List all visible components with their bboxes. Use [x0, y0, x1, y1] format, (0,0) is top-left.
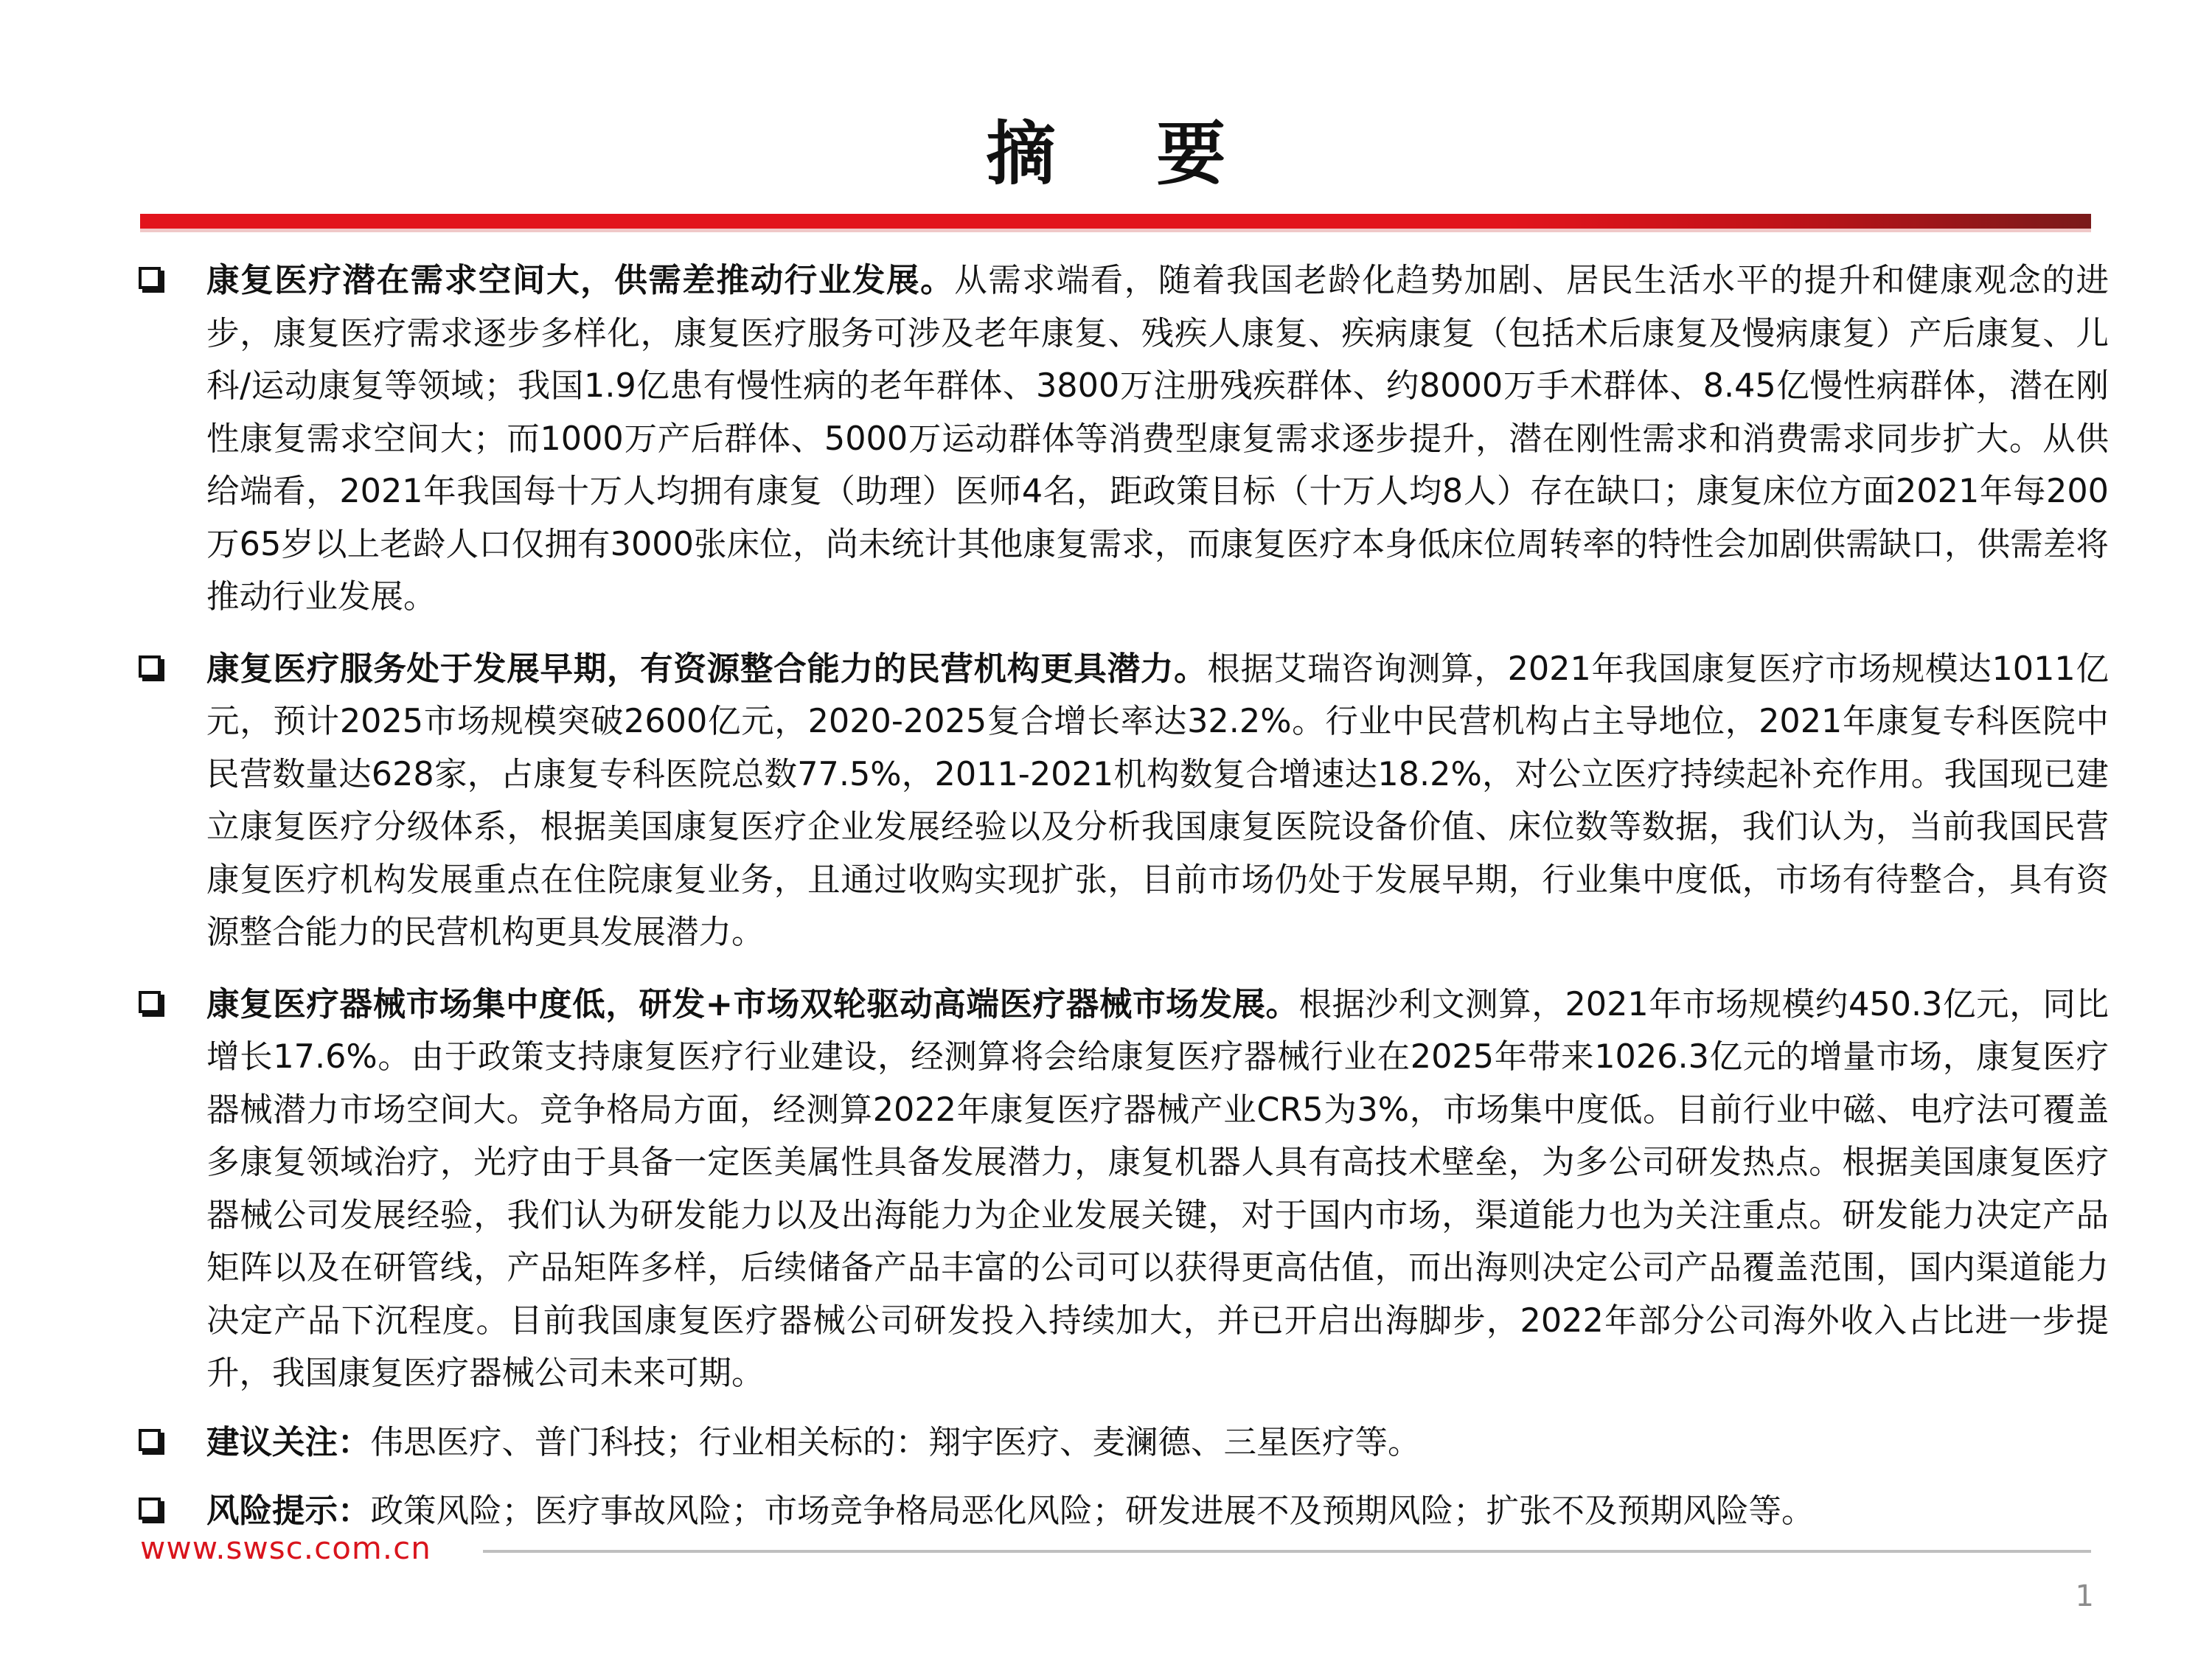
page-title: 摘 要 [986, 114, 1265, 195]
summary-point-text [206, 1485, 2109, 1538]
spacer [133, 959, 2109, 978]
summary-point-demand [133, 254, 2109, 624]
summary-point-lead: 康复医疗潜在需求空间大，供需差推动行业发展。 [206, 262, 955, 299]
title-underline-shadow [140, 229, 2091, 232]
summary-point-lead: 风险提示： [206, 1492, 371, 1530]
checkbox-bullet-icon [139, 655, 161, 678]
summary-point-body: 从需求端看，随着我国老龄化趋势加剧、居民生活水平的提升和健康观念的进步，康复医疗需求逐步多样化，康复医疗服务可涉及老年康复、残疾人康复、疾病康复（包括术后康复及慢病康复）产后康复、儿科/运动康复等领域；我国1.9亿患有慢性病的老年群体、3800万注册残疾群体、约8000万手术群体、8.45亿慢性病群体，潜在刚性康复需求空间大；而1000万产后群体、5000万运动群体等消费型康复需求逐步提升，潜在刚性需求和消费需求同步扩大。从供给端看，2021年我国每十万人均拥有康复（助理）医师4名，距政策目标（十万人均8人）存在缺口；康复床位方面2021年每200万65岁以上老龄人口仅拥有3000张床位，尚未统计其他康复需求，而康复医疗本身低床位周转率的特性会加剧供需缺口，供需差将推动行业发展。 [206, 262, 2109, 616]
checkbox-bullet-icon [139, 1429, 161, 1451]
summary-point-lead: 康复医疗服务处于发展早期，有资源整合能力的民营机构更具潜力。 [206, 650, 1208, 688]
summary-point-text [206, 1416, 2109, 1470]
spacer [133, 1400, 2109, 1416]
title-underline-bar [140, 214, 2091, 229]
summary-point-body: 根据艾瑞咨询测算，2021年我国康复医疗市场规模达1011亿元，预计2025市场规模突破2600亿元，2020-2025复合增长率达32.2%。行业中民营机构占主导地位，2021年康复专科医院中民营数量达628家，占康复专科医院总数77.5%，2011-2021机构数复合增速达18.2%，对公立医疗持续起补充作用。我国现已建立康复医疗分级体系，根据美国康复医疗企业发展经验以及分析我国康复医院设备价值、床位数等数据，我们认为，当前我国民营康复医疗机构发展重点在住院康复业务，且通过收购实现扩张，目前市场仍处于发展早期，行业集中度低，市场有待整合，具有资源整合能力的民营机构更具发展潜力。 [206, 650, 2109, 951]
summary-point-services [133, 643, 2109, 959]
summary-point-text [206, 978, 2109, 1400]
summary-point-text [206, 643, 2109, 959]
summary-point-text [206, 254, 2109, 624]
summary-point-recommendation [133, 1416, 2109, 1470]
summary-point-devices [133, 978, 2109, 1400]
summary-point-body: 根据沙利文测算，2021年市场规模约450.3亿元，同比增长17.6%。由于政策支持康复医疗行业建设，经测算将会给康复医疗器械行业在2025年带来1026.3亿元的增量市场，康复医疗器械潜力市场空间大。竞争格局方面，经测算2022年康复医疗器械产业CR5为3%，市场集中度低。目前行业中磁、电疗法可覆盖多康复领域治疗，光疗由于具备一定医美属性具备发展潜力，康复机器人具有高技术壁垒，为多公司研发热点。根据美国康复医疗器械公司发展经验，我们认为研发能力以及出海能力为企业发展关键，对于国内市场，渠道能力也为关注重点。研发能力决定产品矩阵以及在研管线，产品矩阵多样，后续储备产品丰富的公司可以获得更高估值，而出海则决定公司产品覆盖范围，国内渠道能力决定产品下沉程度。目前我国康复医疗器械公司研发投入持续加大，并已开启出海脚步，2022年部分公司海外收入占比进一步提升，我国康复医疗器械公司未来可期。 [206, 985, 2109, 1392]
footer-website-link[interactable]: www.swsc.com.cn [140, 1530, 431, 1566]
spacer [133, 624, 2109, 643]
summary-point-body: 政策风险；医疗事故风险；市场竞争格局恶化风险；研发进展不及预期风险；扩张不及预期风险等。 [370, 1492, 1815, 1530]
summary-point-lead: 建议关注： [206, 1423, 371, 1461]
page-number: 1 [2075, 1579, 2094, 1613]
checkbox-bullet-icon [139, 1498, 161, 1520]
spacer [133, 1469, 2109, 1485]
checkbox-bullet-icon [139, 991, 161, 1013]
checkbox-bullet-icon [139, 267, 161, 289]
summary-content [133, 254, 2109, 1538]
footer-divider [483, 1550, 2091, 1553]
summary-point-lead: 康复医疗器械市场集中度低，研发+市场双轮驱动高端医疗器械市场发展。 [206, 985, 1299, 1023]
summary-point-body: 伟思医疗、普门科技；行业相关标的：翔宇医疗、麦澜德、三星医疗等。 [370, 1423, 1421, 1461]
